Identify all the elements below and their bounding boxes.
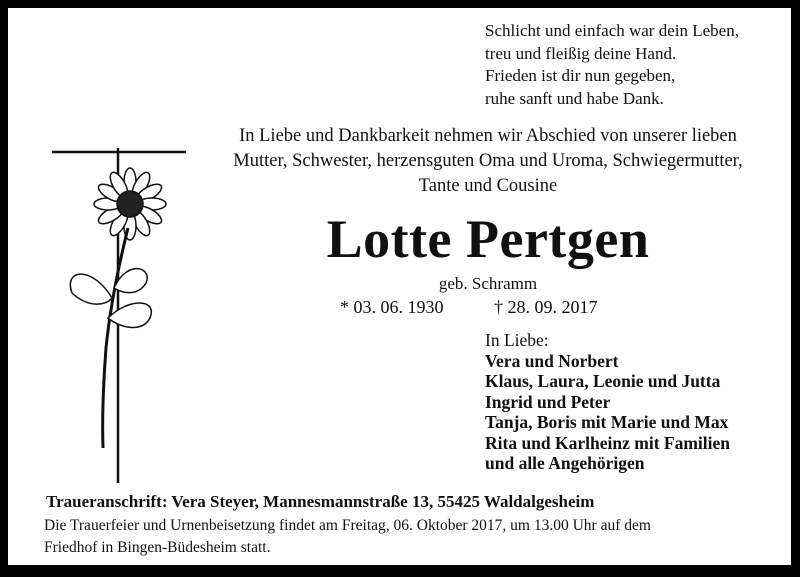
maiden-name: geb. Schramm [438, 274, 538, 293]
obituary-notice [8, 8, 791, 565]
service-info [44, 515, 651, 559]
poem-line: ruhe sanft und habe Dank. [485, 88, 664, 108]
family-member: Tanja, Boris mit Marie und Max [485, 412, 729, 432]
intro-line: Tante und Cousine [418, 176, 558, 196]
family-member: Ingrid und Peter [485, 391, 611, 412]
cross-sunflower-icon [48, 148, 208, 498]
death-date: † 28. 09. 2017 [494, 297, 598, 317]
family-member: Rita und Karlheinz mit Familien [485, 432, 730, 453]
family-heading: In Liebe: [485, 330, 549, 350]
poem-line: Frieden ist dir nun gegeben, [485, 66, 676, 85]
service-line: Friedhof in Bingen-Büdesheim statt. [44, 539, 271, 556]
intro-text [148, 124, 800, 199]
poem-line: Schlicht und einfach war dein Leben, [485, 21, 739, 40]
family-member: Vera und Norbert [485, 350, 619, 371]
family-list [485, 330, 730, 474]
mourning-address: Traueranschrift: Vera Steyer, Mannesmannstraße 13, 55425 Waldalgesheim [46, 492, 595, 511]
service-line: Die Trauerfeier und Urnenbeisetzung findet am Freitag, 06. Oktober 2017, um 13.00 Uhr auf dem [44, 517, 651, 534]
family-member: und alle Angehörigen [485, 453, 645, 473]
intro-line: In Liebe und Dankbarkeit nehmen wir Abschied von unserer lieben [239, 126, 737, 146]
deceased-name: Lotte Pertgen [326, 209, 650, 269]
poem [485, 20, 739, 110]
poem-line: treu und fleißig deine Hand. [485, 43, 677, 63]
family-member: Klaus, Laura, Leonie und Jutta [485, 371, 721, 391]
birth-date: * 03. 06. 1930 [340, 297, 444, 317]
intro-line: Mutter, Schwester, herzensguten Oma und Uroma, Schwiegermutter, [233, 151, 743, 171]
